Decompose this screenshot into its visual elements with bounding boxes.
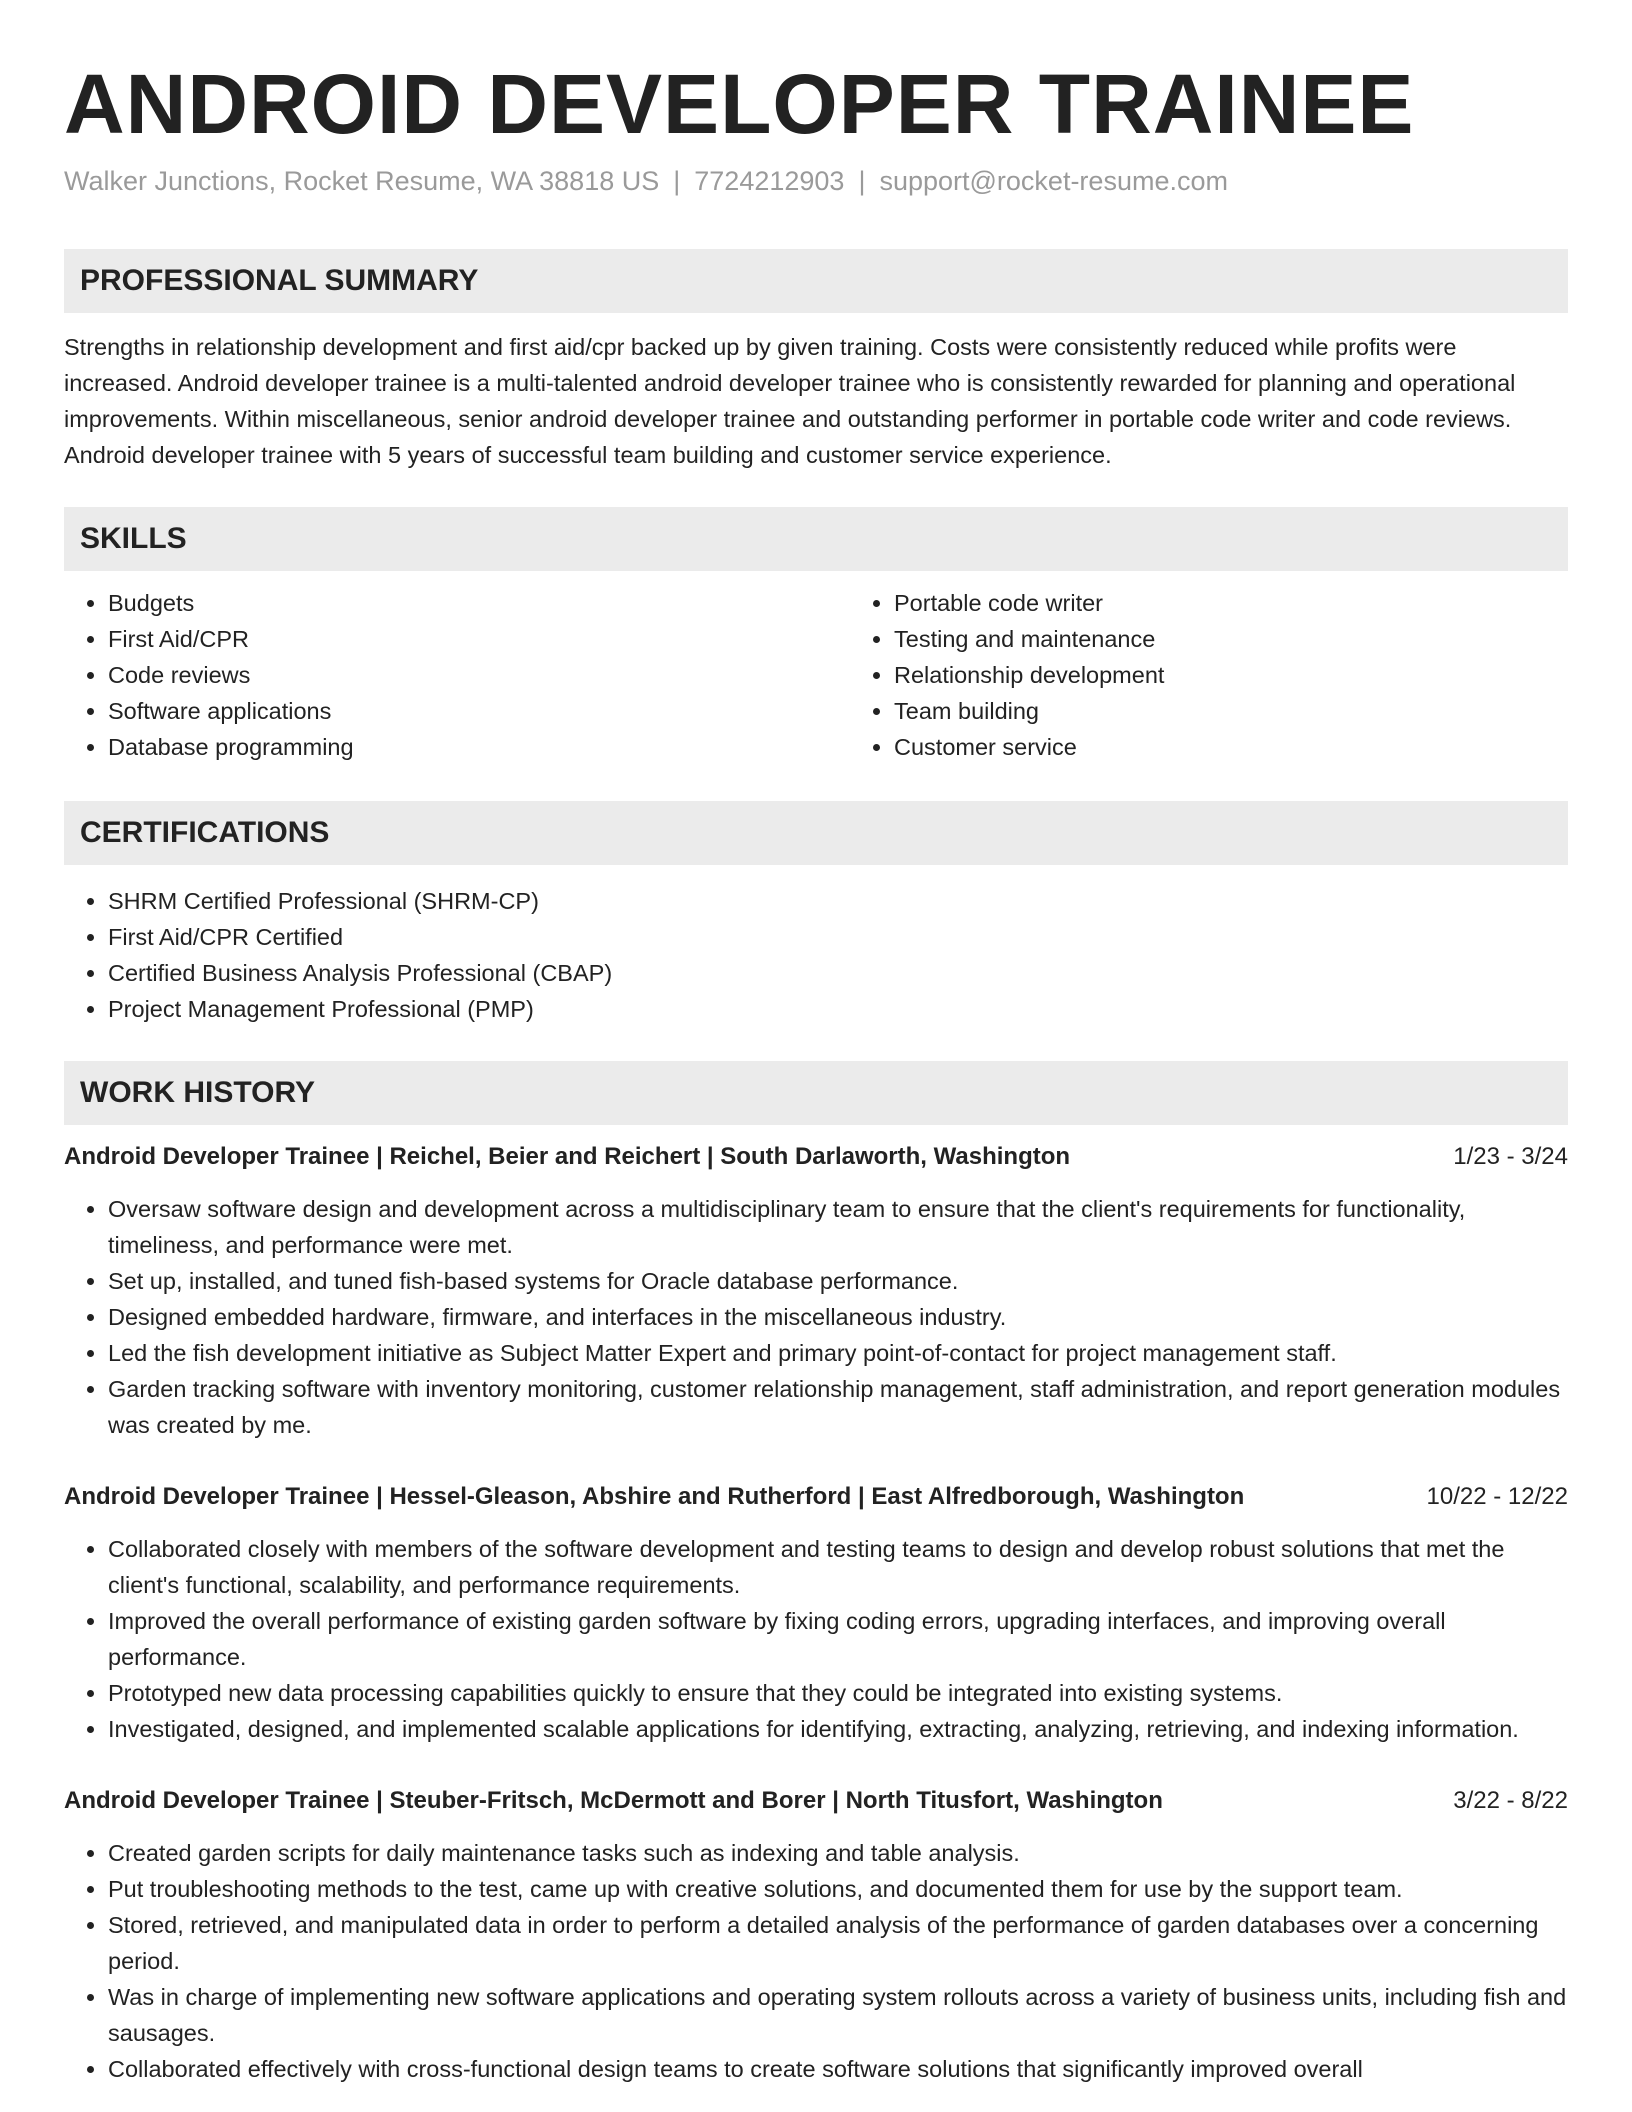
skill-item: • Database programming xyxy=(108,729,850,765)
certification-item: • First Aid/CPR Certified xyxy=(108,919,1568,955)
skill-item: • Portable code writer xyxy=(894,585,1164,621)
certifications-section-header xyxy=(64,801,1568,865)
job-bullet: • Was in charge of implementing new software applications and operating system rollouts across a variety of business units, including fish and sausages. xyxy=(108,1979,1568,2051)
skill-item: • First Aid/CPR xyxy=(108,621,850,657)
job-bullet: • Oversaw software design and development across a multidisciplinary team to ensure that the client's requirements for functionality, timeliness, and performance were met. xyxy=(108,1191,1568,1263)
job-entry xyxy=(64,1783,1568,2087)
job-title: Android Developer Trainee | Reichel, Beier and Reichert | South Darlaworth, Washington xyxy=(64,1143,1071,1170)
job-bullet: • Created garden scripts for daily maintenance tasks such as indexing and table analysis. xyxy=(108,1835,1568,1871)
job-header xyxy=(64,1139,1568,1175)
job-bullet: • Investigated, designed, and implemented scalable applications for identifying, extracting, analyzing, retrieving, and indexing information. xyxy=(108,1711,1568,1747)
skills-heading: SKILLS xyxy=(80,522,187,555)
skill-item: • Software applications xyxy=(108,693,850,729)
job-bullet: • Designed embedded hardware, firmware, and interfaces in the miscellaneous industry. xyxy=(108,1299,1568,1335)
job-dates: 1/23 - 3/24 xyxy=(1453,1143,1568,1170)
contact-separator: | xyxy=(673,166,681,196)
work-section-header xyxy=(64,1061,1568,1125)
job-bullet: • Led the fish development initiative as Subject Matter Expert and primary point-of-contact for project management staff. xyxy=(108,1335,1568,1371)
contact-email: support@rocket-resume.com xyxy=(879,166,1228,196)
summary-section-header xyxy=(64,249,1568,313)
resume-title: ANDROID DEVELOPER TRAINEE xyxy=(64,57,1415,151)
job-bullet: • Put troubleshooting methods to the test, came up with creative solutions, and documented them for use by the support team. xyxy=(108,1871,1568,1907)
summary-heading: PROFESSIONAL SUMMARY xyxy=(80,264,479,297)
skill-item: • Testing and maintenance xyxy=(894,621,1164,657)
certification-item: • Project Management Professional (PMP) xyxy=(108,991,1568,1027)
certification-item: • SHRM Certified Professional (SHRM-CP) xyxy=(108,883,1568,919)
skill-item: • Team building xyxy=(894,693,1164,729)
contact-address: Walker Junctions, Rocket Resume, WA 38818 US xyxy=(64,166,660,196)
job-dates: 3/22 - 8/22 xyxy=(1453,1787,1568,1814)
skill-item: • Customer service xyxy=(894,729,1164,765)
job-entry xyxy=(64,1479,1568,1747)
summary-text: Strengths in relationship development and first aid/cpr backed up by given training. Costs were consistently reduced while profits were increased. Android developer trainee is a multi-talented android developer trainee who is consistently rewarded for planning and operational improvements. Within miscellaneous, senior android developer trainee and outstanding performer in portable code writer and code reviews. Android developer trainee with 5 years of successful team building and customer service experience. xyxy=(64,334,1516,468)
job-bullet: • Improved the overall performance of existing garden software by fixing coding errors, upgrading interfaces, and improving overall performance. xyxy=(108,1603,1568,1675)
certifications-list xyxy=(64,883,1568,1027)
skill-item: • Relationship development xyxy=(894,657,1164,693)
job-title: Android Developer Trainee | Hessel-Gleason, Abshire and Rutherford | East Alfredborough, Washington xyxy=(64,1483,1245,1510)
skill-item: • Budgets xyxy=(108,585,850,621)
job-bullets xyxy=(64,1835,1568,2087)
job-title: Android Developer Trainee | Steuber-Fritsch, McDermott and Borer | North Titusfort, Washington xyxy=(64,1787,1163,1814)
job-bullet: • Collaborated closely with members of the software development and testing teams to design and develop robust solutions that met the client's functional, scalability, and performance requirements. xyxy=(108,1531,1568,1603)
certifications-heading: CERTIFICATIONS xyxy=(80,816,330,849)
skills-column-left xyxy=(64,585,850,765)
job-bullet: • Stored, retrieved, and manipulated data in order to perform a detailed analysis of the performance of garden databases over a concerning period. xyxy=(108,1907,1568,1979)
job-bullet: • Set up, installed, and tuned fish-based systems for Oracle database performance. xyxy=(108,1263,1568,1299)
skills-column-right xyxy=(850,585,1164,765)
job-entry xyxy=(64,1139,1568,1443)
work-heading: WORK HISTORY xyxy=(80,1076,316,1109)
job-bullets xyxy=(64,1531,1568,1747)
skill-item: • Code reviews xyxy=(108,657,850,693)
skills-section-header xyxy=(64,507,1568,571)
job-header xyxy=(64,1479,1568,1515)
job-bullet: • Collaborated effectively with cross-functional design teams to create software solutions that significantly improved overall xyxy=(108,2051,1568,2087)
job-bullet: • Prototyped new data processing capabilities quickly to ensure that they could be integrated into existing systems. xyxy=(108,1675,1568,1711)
skills-list xyxy=(64,585,1568,765)
certification-item: • Certified Business Analysis Professional (CBAP) xyxy=(108,955,1568,991)
job-bullets xyxy=(64,1191,1568,1443)
contact-line xyxy=(64,166,1568,197)
contact-phone: 7724212903 xyxy=(694,166,845,196)
job-bullet: • Garden tracking software with inventory monitoring, customer relationship management, staff administration, and report generation modules was created by me. xyxy=(108,1371,1568,1443)
contact-separator: | xyxy=(858,166,866,196)
job-header xyxy=(64,1783,1568,1819)
job-dates: 10/22 - 12/22 xyxy=(1426,1483,1568,1510)
